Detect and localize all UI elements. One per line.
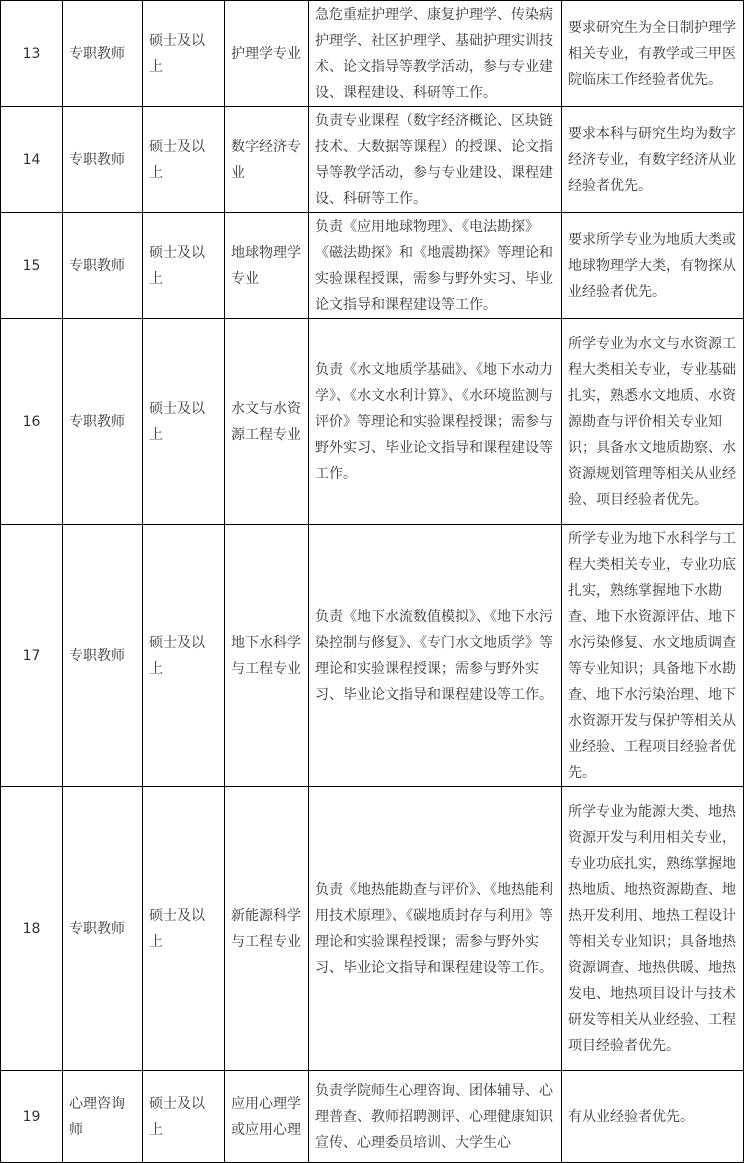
row-number: 19	[1, 1071, 63, 1163]
job-duties: 负责《地下水流数值模拟》、《地下水污染控制与修复》、《专门水文地质学》等理论和实验课程授课；需参与野外实习、毕业论文指导和课程建设等工作。	[309, 525, 562, 787]
post-name: 专职教师	[63, 525, 143, 787]
row-number: 14	[1, 107, 63, 213]
post-name: 心理咨询师	[63, 1071, 143, 1163]
major-requirement: 护理学专业	[225, 1, 309, 107]
table-row-18	[1, 787, 744, 1071]
post-name: 专职教师	[63, 1, 143, 107]
major-requirement: 应用心理学或应用心理	[225, 1071, 309, 1163]
job-duties: 负责专业课程（数字经济概论、区块链技术、大数据等课程）的授课、论文指导等教学活动，参与专业建设、课程建设、科研等工作。	[309, 107, 562, 213]
row-number: 18	[1, 787, 63, 1071]
education-requirement: 硕士及以上	[143, 525, 225, 787]
table-row-16	[1, 319, 744, 525]
post-name: 专职教师	[63, 319, 143, 525]
other-requirements: 所学专业为能源大类、地热资源开发与利用相关专业，专业功底扎实，熟练掌握地热地质、地热资源勘查、地热开发利用、地热工程设计等相关专业知识；具备地热资源调查、地热供暖、地热发电、地热项目设计与技术研发等相关从业经验、工程项目经验者优先。	[562, 787, 744, 1071]
major-requirement: 水文与水资源工程专业	[225, 319, 309, 525]
other-requirements: 所学专业为水文与水资源工程大类相关专业，专业基础扎实，熟悉水文地质、水资源勘查与评价相关专业知识；具备水文地质勘察、水资源规划管理等相关从业经验、项目经验者优先。	[562, 319, 744, 525]
education-requirement: 硕士及以上	[143, 1071, 225, 1163]
job-duties: 负责《水文地质学基础》、《地下水动力学》、《水文水利计算》、《水环境监测与评价》等理论和实验课程授课；需参与野外实习、毕业论文指导和课程建设等工作。	[309, 319, 562, 525]
major-requirement: 新能源科学与工程专业	[225, 787, 309, 1071]
row-number: 15	[1, 213, 63, 319]
row-number: 16	[1, 319, 63, 525]
table-row-14	[1, 107, 744, 213]
major-requirement: 数字经济专业	[225, 107, 309, 213]
other-requirements: 要求本科与研究生均为数字经济专业，有数字经济从业经验者优先。	[562, 107, 744, 213]
major-requirement: 地下水科学与工程专业	[225, 525, 309, 787]
major-requirement: 地球物理学专业	[225, 213, 309, 319]
post-name: 专职教师	[63, 107, 143, 213]
table-row-19	[1, 1071, 744, 1163]
row-number: 13	[1, 1, 63, 107]
job-duties: 负责《应用地球物理》、《电法勘探》《磁法勘探》和《地震勘探》等理论和实验课程授课，需参与野外实习、毕业论文指导和课程建设等工作。	[309, 213, 562, 319]
education-requirement: 硕士及以上	[143, 787, 225, 1071]
education-requirement: 硕士及以上	[143, 107, 225, 213]
education-requirement: 硕士及以上	[143, 1, 225, 107]
table-row-15	[1, 213, 744, 319]
post-name: 专职教师	[63, 213, 143, 319]
other-requirements: 要求研究生为全日制护理学相关专业，有教学或三甲医院临床工作经验者优先。	[562, 1, 744, 107]
job-duties: 负责《地热能勘查与评价》、《地热能利用技术原理》、《碳地质封存与利用》等理论和实验课程授课；需参与野外实习、毕业论文指导和课程建设等工作。	[309, 787, 562, 1071]
other-requirements: 有从业经验者优先。	[562, 1071, 744, 1163]
education-requirement: 硕士及以上	[143, 319, 225, 525]
education-requirement: 硕士及以上	[143, 213, 225, 319]
other-requirements: 所学专业为地下水科学与工程大类相关专业，专业功底扎实，熟练掌握地下水勘查、地下水资源评估、地下水污染修复、水文地质调查等专业知识；具备地下水勘查、地下水污染治理、地下水资源开发与保护等相关从业经验、工程项目经验者优先。	[562, 525, 744, 787]
job-duties: 急危重症护理学、康复护理学、传染病护理学、社区护理学、基础护理实训技术、论文指导等教学活动，参与专业建设、课程建设、科研等工作。	[309, 1, 562, 107]
table-row-17	[1, 525, 744, 787]
post-name: 专职教师	[63, 787, 143, 1071]
row-number: 17	[1, 525, 63, 787]
job-duties: 负责学院师生心理咨询、团体辅导、心理普查、教师招聘测评、心理健康知识宣传、心理委员培训、大学生心	[309, 1071, 562, 1163]
other-requirements: 要求所学专业为地质大类或地球物理学大类，有物探从业经验者优先。	[562, 213, 744, 319]
table-row-13	[1, 1, 744, 107]
